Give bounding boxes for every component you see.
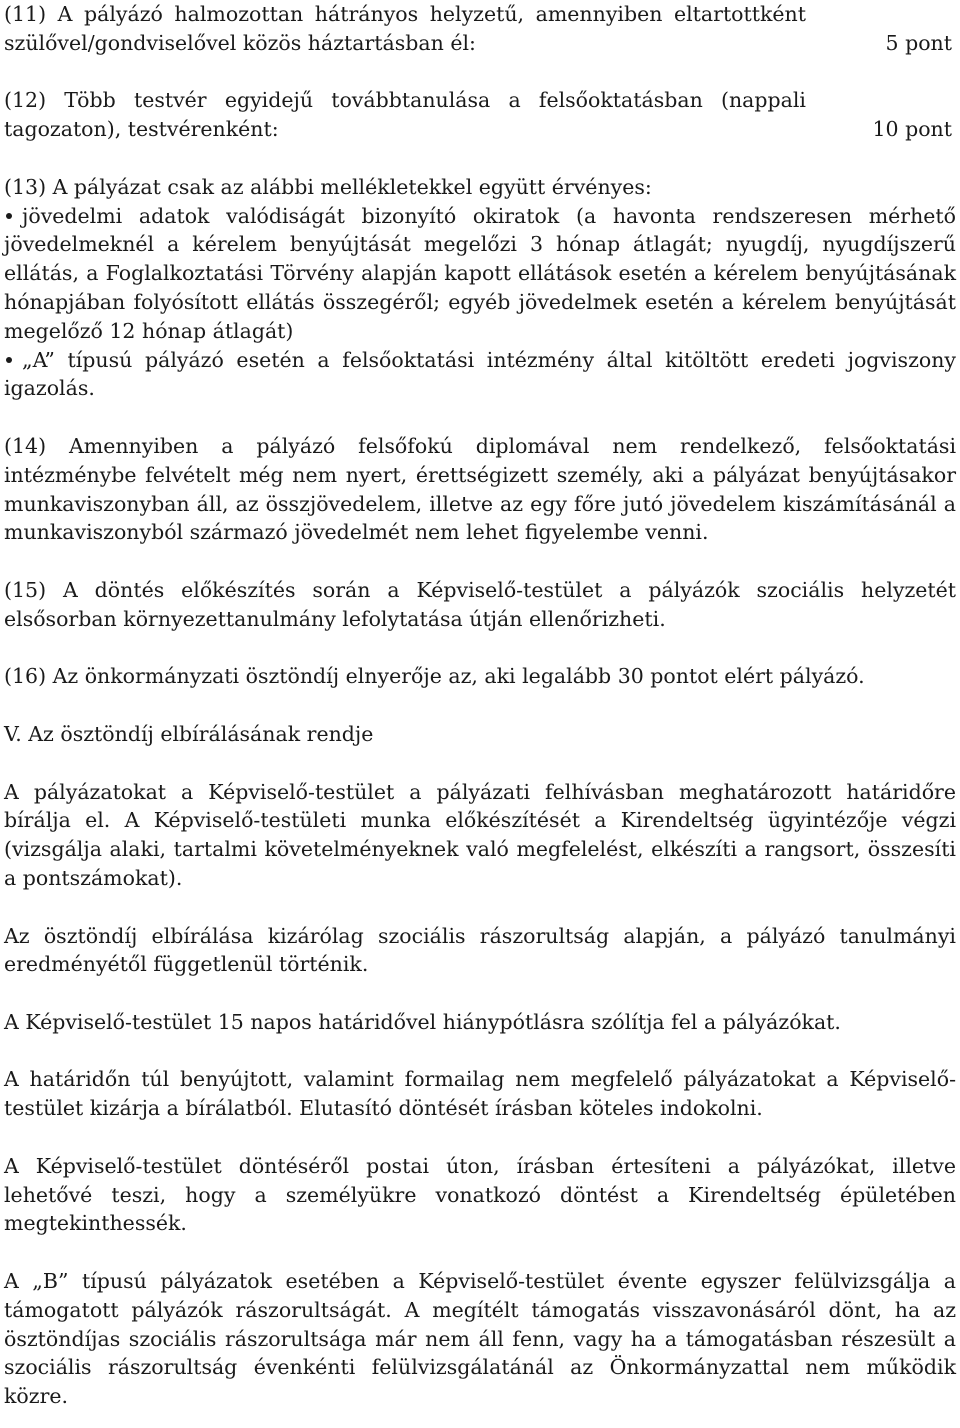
section-v-paragraph-3: A Képviselő-testület 15 napos határidővel hiánypótlásra szólítja fel a pályázókat. — [4, 1009, 841, 1034]
section-v-paragraph-6: A „B” típusú pályázatok esetében a Képviselő-testület évente egyszer felülvizsgálja a támogatott pályázók rászorultságát. A megítélt támogatás visszavonásáról dönt, ha az ösztöndíjas szociális rászorultsága már nem áll fenn, vagy ha a támogatásban részesült a szociális rászorultság évenkénti felülvizsgálatánál az Önkormányzattal nem működik közre. — [4, 1269, 956, 1409]
item-13-intro: (13) A pályázat csak az alábbi mellékletekkel együtt érvényes: — [4, 174, 652, 199]
bullet-icon — [6, 213, 12, 219]
section-v-paragraph-1: A pályázatokat a Képviselő-testület a pályázati felhívásban meghatározott határidőre bírálja el. A Képviselő-testületi munka előkészítését a Kirendeltség ügyintézője végzi (vizsgálja alaki, tartalmi követelményeknek való megfelelést, elkészíti a rangsort, összesíti a pontszámokat). — [4, 779, 956, 890]
item-15: (15) A döntés előkészítés során a Képviselő-testület a pályázók szociális helyzetét elsősorban környezettanulmány lefolytatása útján ellenőrizheti. — [4, 577, 956, 631]
item-13 — [4, 173, 956, 403]
section-v-paragraph-5: A Képviselő-testület döntéséről postai úton, írásban értesíteni a pályázókat, illetve lehetővé teszi, hogy a személyükre vonatkozó döntést a Kirendeltség épületében megtekinthessék. — [4, 1153, 956, 1236]
item-11 — [4, 0, 956, 58]
item-12-text: (12) Több testvér egyidejű továbbtanulása a felsőoktatásban (nappali tagozaton), testvérenként: — [4, 88, 806, 142]
item-11-points: 5 pont — [885, 30, 952, 55]
item-13-bullet-2: „A” típusú pályázó esetén a felsőoktatási intézmény által kitöltött eredeti jogviszony igazolás. — [4, 347, 956, 401]
section-v-paragraph-2: Az ösztöndíj elbírálása kizárólag szociális rászorultság alapján, a pályázó tanulmányi eredményétől függetlenül történik. — [4, 923, 956, 977]
item-12-points: 10 pont — [872, 117, 952, 142]
item-16: (16) Az önkormányzati ösztöndíj elnyerője az, aki legalább 30 pontot elért pályázó. — [4, 664, 865, 689]
item-11-text: (11) A pályázó halmozottan hátrányos helyzetű, amennyiben eltartottként szülővel/gondviselővel közös háztartásban él: — [4, 2, 806, 55]
item-13-bullet-1: jövedelmi adatok valódiságát bizonyító okiratok (a havonta rendszeresen mérhető jövedelmeknél a kérelem benyújtását megelőzi 3 hónap átlagát; nyugdíj, nyugdíjszerű ellátás, a Foglalkoztatási Törvény alapján kapott ellátások esetén a kérelem benyújtásának hónapjában folyósított ellátás összegéről; egyéb jövedelmek esetén a kérelem benyújtását megelőző 12 hónap átlagát) — [4, 203, 956, 343]
item-12 — [4, 86, 956, 144]
section-v-title: V. Az ösztöndíj elbírálásának rendje — [4, 721, 374, 746]
bullet-icon — [6, 357, 12, 363]
section-v-paragraph-4: A határidőn túl benyújtott, valamint formailag nem megfelelő pályázatokat a Képviselő-testület kizárja a bírálatból. Elutasító döntését írásban köteles indokolni. — [4, 1067, 956, 1121]
item-14: (14) Amennyiben a pályázó felsőfokú diplomával nem rendelkező, felsőoktatási intézménybe felvételt még nem nyert, érettségizett személy, aki a pályázat benyújtásakor munkaviszonyban áll, az összjövedelem, illetve az egy főre jutó jövedelem kiszámításánál a munkaviszonyból származó jövedelmét nem lehet figyelembe venni. — [4, 433, 956, 545]
